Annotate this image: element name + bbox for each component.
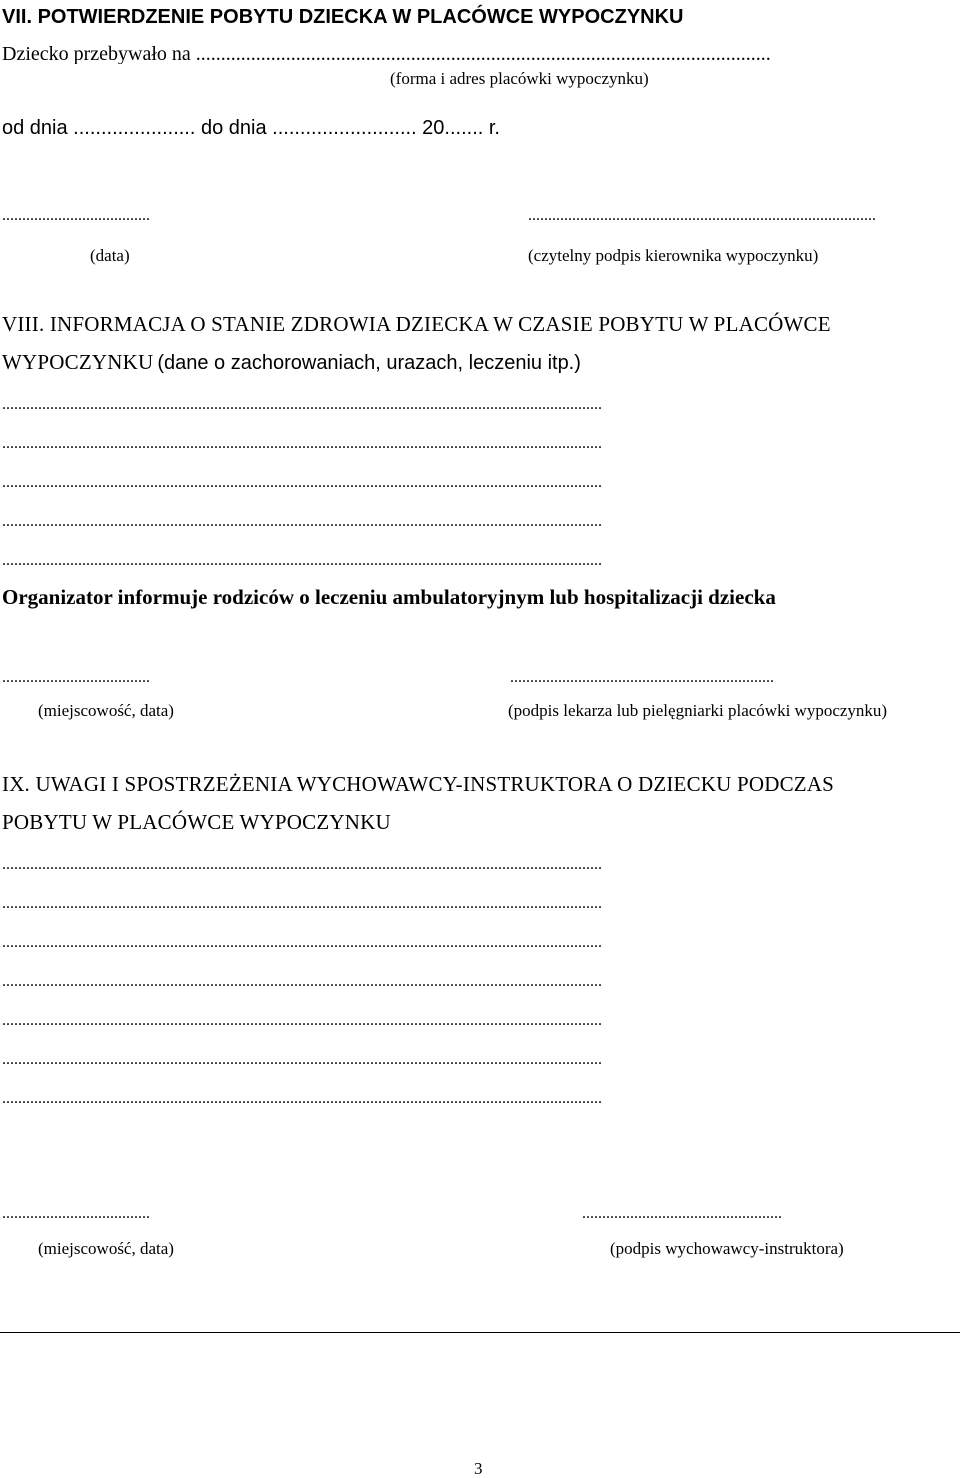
health-info-line-3: ...................................................................................................................................................... — [2, 475, 602, 491]
remarks-line-3: ...................................................................................................................................................... — [2, 935, 602, 951]
instructor-place-date-caption: (miejscowość, data) — [38, 1239, 174, 1258]
stay-caption: (forma i adres placówki wypoczynku) — [390, 69, 649, 88]
section-9-title-line1: IX. UWAGI I SPOSTRZEŻENIA WYCHOWAWCY-INSTRUKTORA O DZIECKU PODCZAS — [2, 772, 835, 796]
place-date-dots: ..................................... — [2, 670, 150, 686]
health-info-line-4: ...................................................................................................................................................... — [2, 514, 602, 530]
remarks-line-2: ...................................................................................................................................................... — [2, 896, 602, 912]
remarks-line-6: ...................................................................................................................................................... — [2, 1052, 602, 1068]
page-number: 3 — [474, 1459, 483, 1478]
remarks-line-4: ...................................................................................................................................................... — [2, 974, 602, 990]
medic-signature-caption: (podpis lekarza lub pielęgniarki placówki wypoczynku) — [508, 701, 888, 720]
section-8-title-note: (dane o zachorowaniach, urazach, leczeniu itp.) — [157, 352, 581, 374]
section-7-title: VII. POTWIERDZENIE POBYTU DZIECKA W PLACÓWCE WYPOCZYNKU — [2, 6, 684, 28]
medic-signature-dots: .................................................................. — [510, 670, 774, 686]
manager-signature-dots: ....................................................................................... — [528, 208, 876, 224]
manager-signature-caption: (czytelny podpis kierownika wypoczynku) — [528, 246, 819, 265]
remarks-line-7: ...................................................................................................................................................... — [2, 1091, 602, 1107]
health-info-line-1: ...................................................................................................................................................... — [2, 397, 602, 413]
health-info-line-5: ...................................................................................................................................................... — [2, 553, 602, 569]
stay-line: Dziecko przebywało na ................................................................................................................... — [2, 44, 771, 64]
date-signature-dots: ..................................... — [2, 208, 150, 224]
instructor-signature-dots: .................................................. — [582, 1206, 782, 1222]
organizer-note: Organizator informuje rodziców o leczeniu ambulatoryjnym lub hospitalizacji dziecka — [2, 585, 776, 609]
section-8-title-main: WYPOCZYNKU — [2, 350, 154, 374]
remarks-line-1: ...................................................................................................................................................... — [2, 857, 602, 873]
remarks-line-5: ...................................................................................................................................................... — [2, 1013, 602, 1029]
date-caption: (data) — [90, 246, 130, 265]
place-date-caption: (miejscowość, data) — [38, 701, 174, 720]
section-9-title-line2: POBYTU W PLACÓWCE WYPOCZYNKU — [2, 810, 391, 834]
instructor-signature-caption: (podpis wychowawcy-instruktora) — [610, 1239, 844, 1258]
date-range-line: od dnia ...................... do dnia .......................... 20....... r. — [2, 117, 500, 139]
health-info-line-2: ...................................................................................................................................................... — [2, 436, 602, 452]
footer-divider — [0, 1332, 960, 1333]
instructor-place-date-dots: ..................................... — [2, 1206, 150, 1222]
section-8-title-line2 — [2, 352, 581, 373]
section-8-title-line1: VIII. INFORMACJA O STANIE ZDROWIA DZIECKA W CZASIE POBYTU W PLACÓWCE — [2, 312, 831, 336]
